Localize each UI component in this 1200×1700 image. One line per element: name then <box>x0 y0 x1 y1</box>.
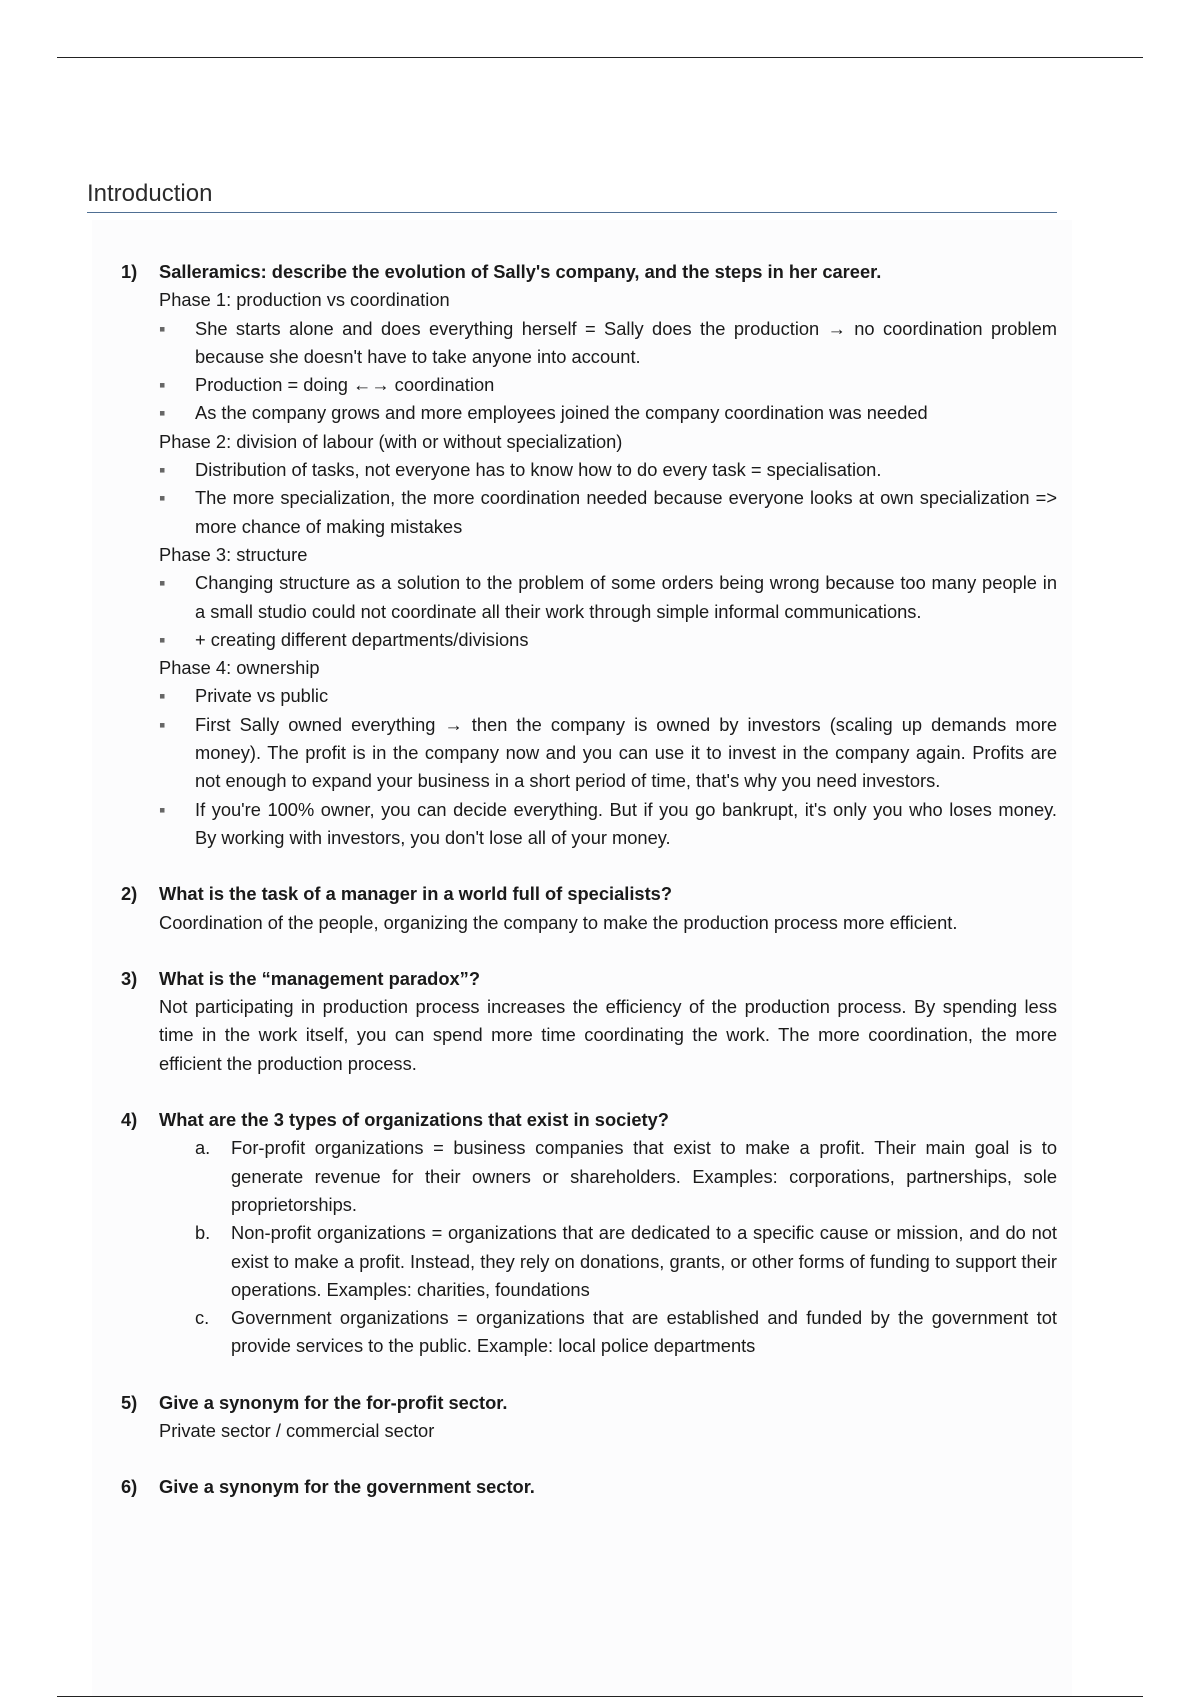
bullet-icon: ▪ <box>159 798 166 820</box>
list-item <box>159 1134 1057 1219</box>
list-item <box>159 484 1057 541</box>
question-title: Give a synonym for the for-profit sector. <box>159 1391 508 1413</box>
question-number: 4) <box>121 1109 138 1131</box>
question-2 <box>87 880 1057 937</box>
phase-label: Phase 3: structure <box>159 543 308 565</box>
list-item <box>159 1304 1057 1361</box>
list-item-text: Changing structure as a solution to the problem of some orders being wrong because too many people in a small studio could not coordinate all their work through simple informal communications. <box>195 572 1057 622</box>
list-item-text: Private vs public <box>195 685 329 707</box>
answer-text: Private sector / commercial sector <box>159 1419 435 1441</box>
bullet-icon: ▪ <box>159 628 166 650</box>
question-4 <box>87 1106 1057 1361</box>
bullet-icon: ▪ <box>159 459 166 481</box>
list-item-text: The more specialization, the more coordination needed because everyone looks at own specialization => more chance of making mistakes <box>195 487 1057 537</box>
spacer <box>87 937 1057 965</box>
bullet-icon: ▪ <box>159 402 166 424</box>
spacer <box>87 852 1057 880</box>
phase-label: Phase 4: ownership <box>159 657 320 679</box>
question-1 <box>87 258 1057 852</box>
list-item <box>159 682 1057 710</box>
list-item-label: b. <box>195 1222 211 1244</box>
question-3 <box>87 965 1057 1078</box>
list-item <box>159 626 1057 654</box>
list-item-text: Non-profit organizations = organizations that are dedicated to a specific cause or mission, and do not exist to make a profit. Instead, they rely on donations, grants, or other forms of funding to support their operations. Examples: charities, foundations <box>231 1222 1057 1300</box>
spacer <box>87 1445 1057 1473</box>
list-item <box>159 399 1057 427</box>
question-number: 6) <box>121 1476 138 1498</box>
footer-rule <box>57 1696 1143 1697</box>
question-6 <box>87 1473 1057 1501</box>
bullet-icon: ▪ <box>159 487 166 509</box>
list-item-text: As the company grows and more employees joined the company coordination was needed <box>195 402 928 424</box>
question-title: What is the “management paradox”? <box>159 967 480 989</box>
question-title: What are the 3 types of organizations that exist in society? <box>159 1109 669 1131</box>
list-item <box>159 456 1057 484</box>
list-item-text: She starts alone and does everything herself = Sally does the production → no coordination problem because she doesn't have to take anyone into account. <box>195 317 1057 367</box>
list-item <box>159 711 1057 796</box>
question-number: 2) <box>121 883 138 905</box>
spacer <box>87 1361 1057 1389</box>
phase-label: Phase 2: division of labour (with or without specialization) <box>159 430 623 452</box>
list-item-text: First Sally owned everything → then the company is owned by investors (scaling up demands more money). The profit is in the company now and you can use it to invest in the company again. Profits are not enough to expand your business in a short period of time, that's why you need investors. <box>195 713 1057 792</box>
list-item-text: + creating different departments/divisions <box>195 628 529 650</box>
question-number: 5) <box>121 1391 138 1413</box>
list-item-label: a. <box>195 1137 211 1159</box>
bullet-icon: ▪ <box>159 572 166 594</box>
question-number: 3) <box>121 967 138 989</box>
list-item <box>159 371 1057 399</box>
bullet-icon: ▪ <box>159 685 166 707</box>
bullet-icon: ▪ <box>159 713 166 735</box>
question-title: What is the task of a manager in a world full of specialists? <box>159 883 672 905</box>
document-body <box>87 258 1057 1502</box>
list-item-label: c. <box>195 1307 210 1329</box>
list-item-text: Production = doing ←→ coordination <box>195 374 495 396</box>
answer-text: Coordination of the people, organizing the company to make the production process more efficient. <box>159 911 958 933</box>
list-item-text: Distribution of tasks, not everyone has to know how to do every task = specialisation. <box>195 459 882 481</box>
section-heading: Introduction <box>87 180 1057 213</box>
header-rule <box>57 57 1143 58</box>
question-title: Give a synonym for the government sector. <box>159 1476 535 1498</box>
question-5 <box>87 1389 1057 1446</box>
list-item-text: Government organizations = organizations that are established and funded by the government tot provide services to the public. Example: local police departments <box>231 1307 1057 1357</box>
list-item <box>159 315 1057 372</box>
list-item-text: If you're 100% owner, you can decide everything. But if you go bankrupt, it's only you who loses money. By working with investors, you don't lose all of your money. <box>195 798 1057 848</box>
question-number: 1) <box>121 261 138 282</box>
list-item <box>159 796 1057 853</box>
phase-label: Phase 1: production vs coordination <box>159 289 450 311</box>
question-title: Salleramics: describe the evolution of Sally's company, and the steps in her career. <box>159 261 882 282</box>
spacer <box>87 1078 1057 1106</box>
list-item-text: For-profit organizations = business companies that exist to make a profit. Their main goal is to generate revenue for their owners or shareholders. Examples: corporations, partnerships, sole proprietorships. <box>231 1137 1057 1215</box>
list-item <box>159 1219 1057 1304</box>
answer-text: Not participating in production process increases the efficiency of the production process. By spending less time in the work itself, you can spend more time coordinating the work. The more coordination, the more efficient the production process. <box>159 996 1057 1074</box>
list-item <box>159 569 1057 626</box>
bullet-icon: ▪ <box>159 317 166 339</box>
bullet-icon: ▪ <box>159 374 166 396</box>
